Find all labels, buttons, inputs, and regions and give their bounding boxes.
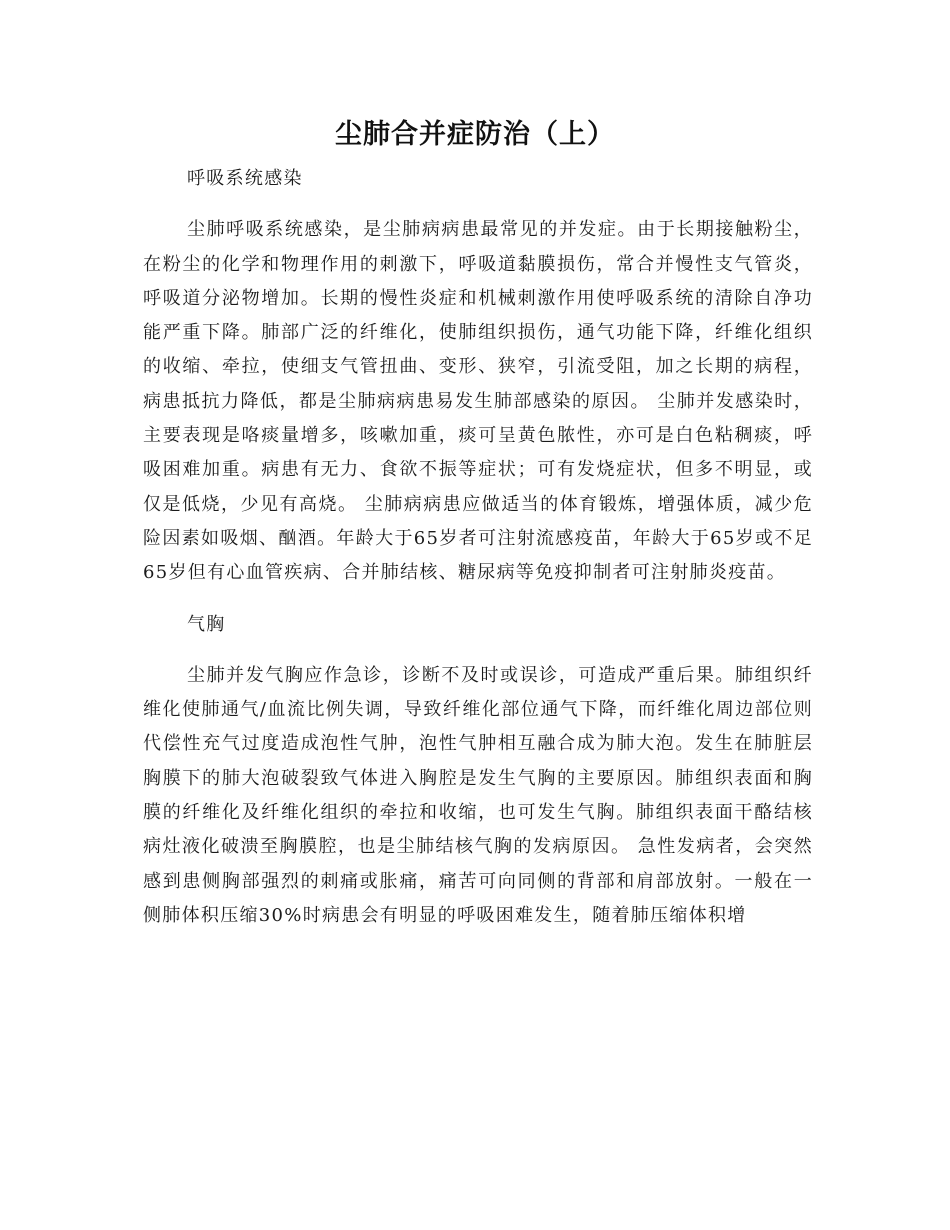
section-heading: 气胸 [187, 613, 226, 635]
section-respiratory-infection [143, 162, 813, 591]
section-pneumothorax [143, 608, 813, 934]
section-heading: 呼吸系统感染 [187, 168, 303, 189]
document-title: 尘肺合并症防治（上） [335, 119, 615, 150]
section-paragraph: 尘肺并发气胸应作急诊，诊断不及时或误诊，可造成严重后果。肺组织纤维化使肺通气/血流比例失调，导致纤维化部位通气下降，而纤维化周边部位则代偿性充气过度造成泡性气肿，泡性气肿相互融合成为肺大泡。发生在肺脏层胸膜下的肺大泡破裂致气体进入胸腔是发生气胸的主要原因。肺组织表面和胸膜的纤维化及纤维化组织的牵拉和收缩，也可发生气胸。肺组织表面干酪结核病灶液化破溃至胸膜腔，也是尘肺结核气胸的发病原因。 急性发病者，会突然感到患侧胸部强烈的刺痛或胀痛，痛苦可向同侧的背部和肩部放射。一般在一侧肺体积压缩30%时病患会有明显的呼吸困难发生，随着肺压缩体积增 [143, 664, 813, 926]
document-body [143, 162, 813, 950]
section-paragraph: 尘肺呼吸系统感染，是尘肺病病患最常见的并发症。由于长期接触粉尘，在粉尘的化学和物理作用的刺激下，呼吸道黏膜损伤，常合并慢性支气管炎，呼吸道分泌物增加。长期的慢性炎症和机械刺激作用使呼吸系统的清除自净功能严重下降。肺部广泛的纤维化，使肺组织损伤，通气功能下降，纤维化组织的收缩、牵拉，使细支气管扭曲、变形、狭窄，引流受阻，加之长期的病程，病患抵抗力降低，都是尘肺病病患易发生肺部感染的原因。 尘肺并发感染时，主要表现是咯痰量增多，咳嗽加重，痰可呈黄色脓性，亦可是白色粘稠痰，呼吸困难加重。病患有无力、食欲不振等症状；可有发烧症状，但多不明显，或仅是低烧，少见有高烧。 尘肺病病患应做适当的体育锻炼，增强体质，减少危险因素如吸烟、酗酒。年龄大于65岁者可注射流感疫苗，年龄大于65岁或不足65岁但有心血管疾病、合并肺结核、糖尿病等免疫抑制者可注射肺炎疫苗。 [143, 219, 813, 584]
